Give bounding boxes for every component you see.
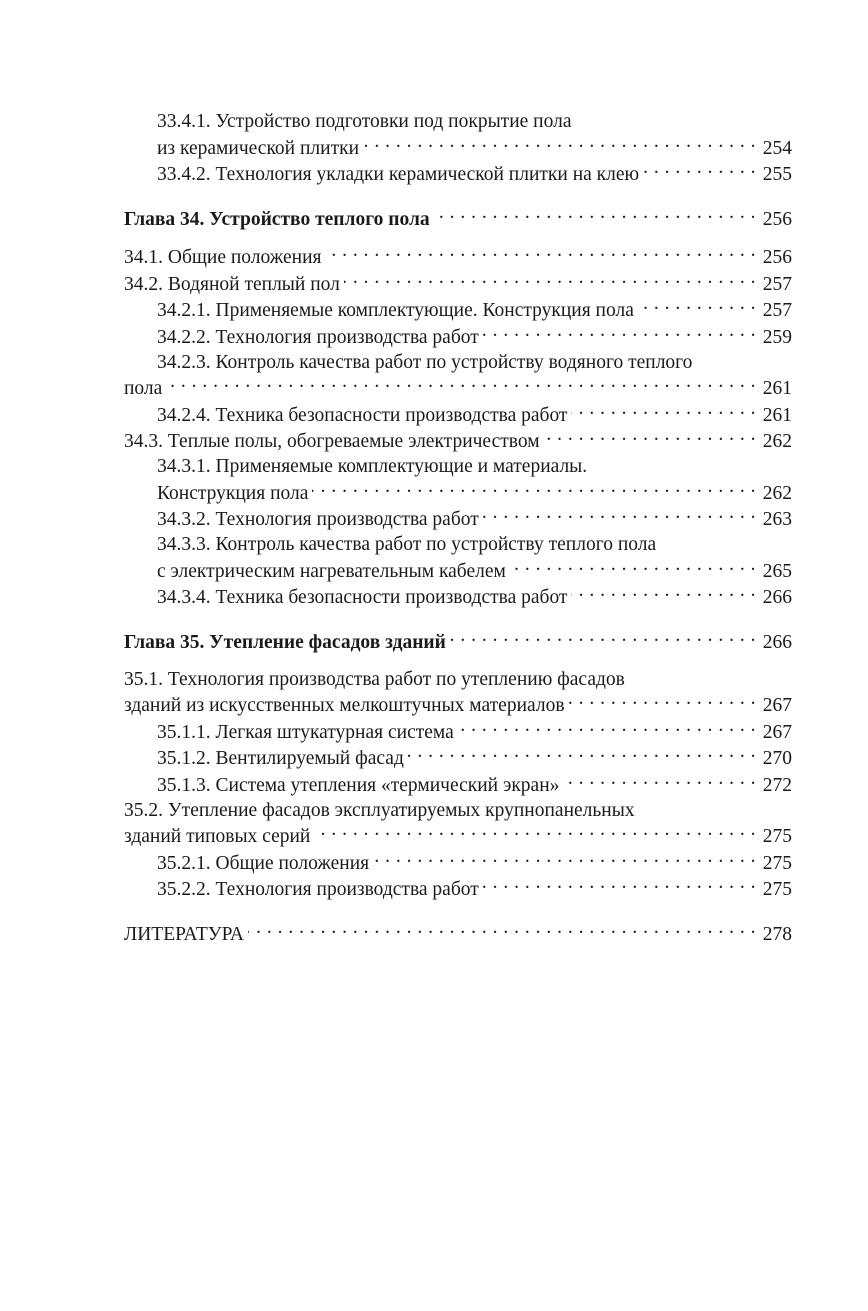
toc-entry-34-3-1[interactable] xyxy=(124,479,792,506)
page-number: 278 xyxy=(762,923,792,945)
page-number: 266 xyxy=(762,587,792,608)
toc-title: 35.2.2. Технология производства работ xyxy=(157,879,479,900)
dot-leader xyxy=(312,479,756,499)
toc-entry-35-1[interactable] xyxy=(124,692,792,719)
toc-title: зданий типовых серий xyxy=(124,826,311,847)
page-number: 267 xyxy=(762,695,792,716)
dot-leader xyxy=(373,849,756,869)
dot-leader xyxy=(571,584,756,604)
page-number: 275 xyxy=(762,826,792,847)
toc-entry-33-4-1[interactable] xyxy=(124,134,792,161)
dot-leader xyxy=(638,297,756,317)
page-number: 255 xyxy=(762,164,792,185)
page-number: 257 xyxy=(762,300,792,321)
toc-title: 34.3.4. Техника безопасности производства работ xyxy=(157,587,568,608)
toc-title: Конструкция пола xyxy=(157,482,309,504)
page-number: 272 xyxy=(762,774,792,796)
page-number: 266 xyxy=(762,631,792,653)
toc-entry-34-2-4[interactable] xyxy=(124,401,792,428)
page-number: 259 xyxy=(762,326,792,348)
dot-leader xyxy=(458,718,756,738)
toc-title: 34.1. Общие положения xyxy=(124,247,322,268)
table-of-contents xyxy=(124,109,792,947)
page-number: 265 xyxy=(762,560,792,582)
dot-leader xyxy=(344,270,756,290)
dot-leader xyxy=(544,428,756,448)
toc-title: 35.1.3. Система утепления «термический экран» xyxy=(157,774,560,796)
toc-entry-35-1-line1: 35.1. Технология производства работ по утеплению фасадов xyxy=(124,668,625,690)
toc-chapter-35[interactable] xyxy=(124,628,792,655)
toc-title: из керамической плитки xyxy=(157,137,360,159)
toc-entry-35-2-2[interactable] xyxy=(124,876,792,903)
toc-title: 34.2.1. Применяемые комплектующие. Конструкция пола xyxy=(157,300,634,321)
page-number: 263 xyxy=(762,509,792,530)
toc-entry-34-3-4[interactable] xyxy=(124,584,792,611)
page-number: 261 xyxy=(762,378,792,399)
toc-title: 34.3.2. Технология производства работ xyxy=(157,509,479,530)
dot-leader xyxy=(248,920,756,940)
toc-title: ЛИТЕРАТУРА xyxy=(124,923,244,945)
page-number: 257 xyxy=(762,273,792,295)
chapter-title: Глава 34. Устройство теплого пола xyxy=(124,208,430,230)
toc-entry-35-2-1[interactable] xyxy=(124,849,792,876)
toc-entry-34-2-1[interactable] xyxy=(124,297,792,324)
page-number: 262 xyxy=(762,431,792,452)
dot-leader xyxy=(563,771,756,791)
toc-entry-34-2-2[interactable] xyxy=(124,323,792,350)
dot-leader xyxy=(450,628,756,648)
toc-entry-35-1-2[interactable] xyxy=(124,745,792,772)
toc-title: с электрическим нагревательным кабелем xyxy=(157,560,506,582)
toc-title: 35.1.2. Вентилируемый фасад xyxy=(157,748,404,769)
dot-leader xyxy=(643,161,756,181)
toc-entry-35-2[interactable] xyxy=(124,823,792,850)
dot-leader xyxy=(408,745,756,765)
dot-leader xyxy=(326,244,757,264)
toc-literature[interactable] xyxy=(124,920,792,947)
toc-entry-34-2-3[interactable] xyxy=(124,375,792,402)
page-number: 275 xyxy=(762,879,792,900)
toc-entry-33-4-1-line1: 33.4.1. Устройство подготовки под покрытие пола xyxy=(157,111,572,132)
dot-leader xyxy=(483,323,756,343)
toc-entry-34-3-3[interactable] xyxy=(124,557,792,584)
toc-title: 35.1.1. Легкая штукатурная система xyxy=(157,721,454,743)
dot-leader xyxy=(363,134,756,154)
toc-title: 33.4.2. Технология укладки керамической плитки на клею xyxy=(157,164,640,185)
toc-entry-34-3-3-line1: 34.3.3. Контроль качества работ по устройству теплого пола xyxy=(157,534,657,555)
toc-chapter-34[interactable] xyxy=(124,205,792,232)
toc-title: 34.2.4. Техника безопасности производства работ xyxy=(157,404,568,426)
toc-title: 34.2. Водяной теплый пол xyxy=(124,273,340,295)
dot-leader xyxy=(434,205,756,225)
toc-entry-33-4-2[interactable] xyxy=(124,161,792,188)
dot-leader xyxy=(483,876,756,896)
page-number: 275 xyxy=(762,852,792,874)
toc-title: пола xyxy=(124,378,163,399)
dot-leader xyxy=(166,375,756,395)
toc-entry-34-2-3-line1: 34.2.3. Контроль качества работ по устройству водяного теплого xyxy=(157,351,693,373)
dot-leader xyxy=(571,401,756,421)
page-number: 270 xyxy=(762,748,792,769)
dot-leader xyxy=(510,557,756,577)
toc-title: зданий из искусственных мелкоштучных материалов xyxy=(124,695,565,716)
toc-title: 34.3. Теплые полы, обогреваемые электричеством xyxy=(124,431,540,452)
page-number: 262 xyxy=(762,482,792,504)
toc-entry-34-2[interactable] xyxy=(124,270,792,297)
page-number: 254 xyxy=(762,137,792,159)
dot-leader xyxy=(314,823,756,843)
dot-leader xyxy=(569,692,756,712)
dot-leader xyxy=(483,506,756,526)
toc-entry-34-3-2[interactable] xyxy=(124,506,792,533)
toc-entry-34-1[interactable] xyxy=(124,244,792,271)
toc-entry-34-3-1-line1: 34.3.1. Применяемые комплектующие и материалы. xyxy=(157,456,588,477)
toc-entry-35-1-3[interactable] xyxy=(124,771,792,798)
toc-entry-35-1-1[interactable] xyxy=(124,718,792,745)
page-number: 256 xyxy=(762,208,792,230)
toc-title: 35.2.1. Общие положения xyxy=(157,852,370,874)
chapter-title: Глава 35. Утепление фасадов зданий xyxy=(124,631,446,653)
page-number: 267 xyxy=(762,721,792,743)
toc-entry-34-3[interactable] xyxy=(124,428,792,455)
toc-entry-35-2-line1: 35.2. Утепление фасадов эксплуатируемых крупнопанельных xyxy=(124,799,635,821)
toc-title: 34.2.2. Технология производства работ xyxy=(157,326,479,348)
page-number: 256 xyxy=(762,247,792,268)
page-number: 261 xyxy=(762,404,792,426)
